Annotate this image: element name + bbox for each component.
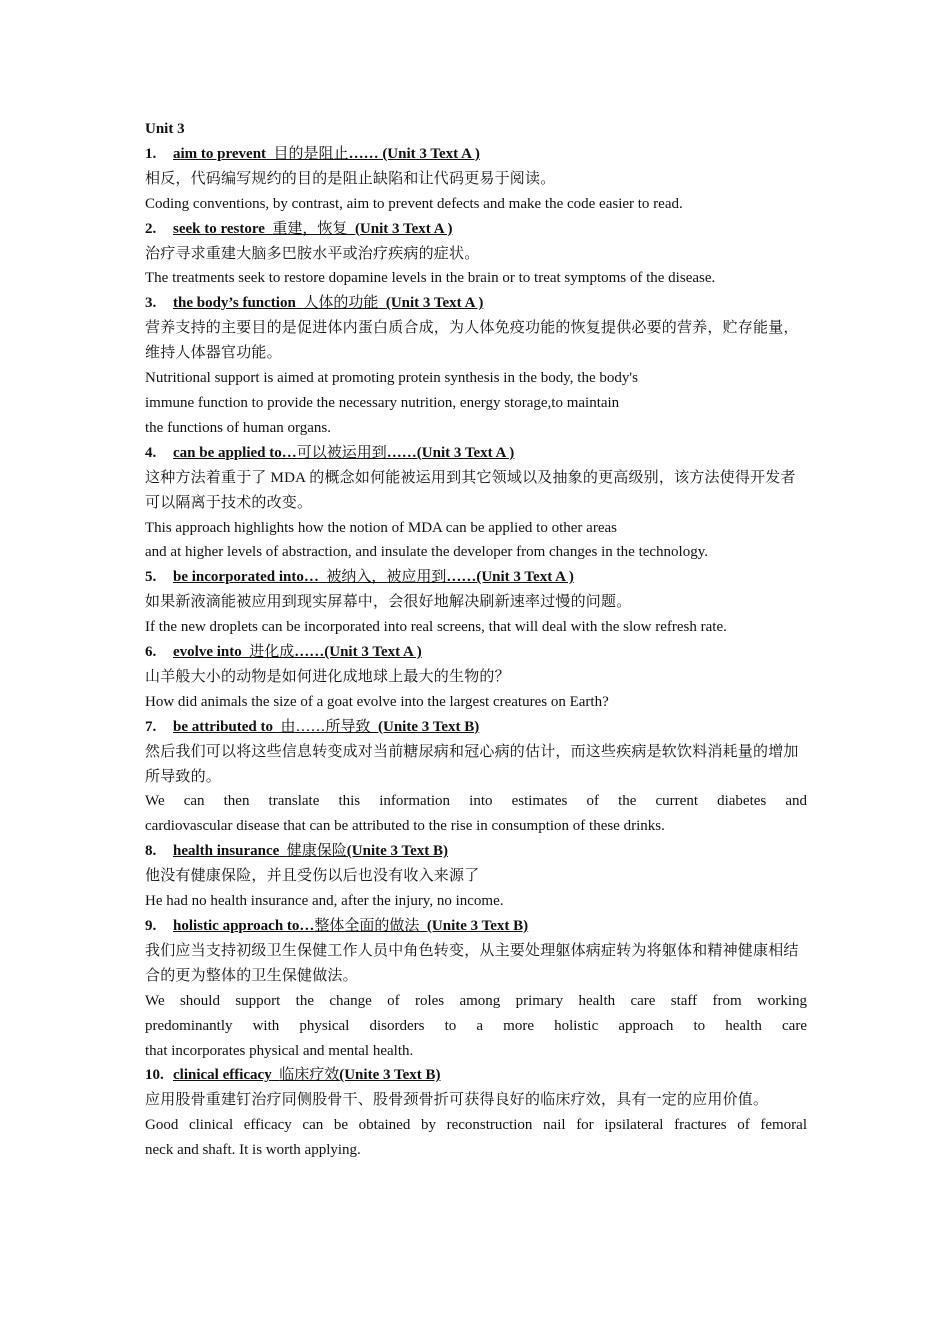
entry-title [173, 1067, 440, 1083]
english-sentence: Good clinical efficacy can be obtained by reconstruction nail for ipsilateral fractures of femoral [145, 1117, 807, 1134]
entry-heading [145, 291, 807, 316]
entry-heading [145, 715, 807, 740]
entry-title [173, 644, 422, 660]
entry-number: 5. [145, 569, 157, 586]
entry-number: 3. [145, 295, 157, 312]
chinese-sentence: 我们应当支持初级卫生保健工作人员中角色转变，从主要处理躯体病症转为将躯体和精神健康相结合的更为整体的卫生保健做法。 [145, 942, 799, 984]
english-sentence: and at higher levels of abstraction, and insulate the developer from changes in the technology. [145, 544, 709, 561]
english-sentence: We can then translate this information into estimates of the current diabetes and [145, 793, 807, 810]
entry-meaning: 被纳入，被应用到 [326, 569, 447, 586]
entry-source: ……(Unit 3 Text A ) [294, 644, 422, 661]
english-sentence: that incorporates physical and mental health. [145, 1042, 414, 1059]
entry-source: (Unite 3 Text B) [339, 1067, 441, 1084]
english-sentence: How did animals the size of a goat evolve into the largest creatures on Earth? [145, 693, 609, 710]
entry-heading [145, 142, 807, 167]
chinese-sentence: 营养支持的主要目的是促进体内蛋白质合成，为人体免疫功能的恢复提供必要的营养，贮存能量，维持人体器官功能。 [145, 320, 799, 362]
entry-term: health insurance [173, 843, 280, 860]
entry-source: …… (Unit 3 Text A ) [348, 145, 480, 162]
entry-source: ……(Unit 3 Text A ) [386, 444, 515, 461]
english-sentence: If the new droplets can be incorporated into real screens, that will deal with the slow refresh rate. [145, 619, 727, 636]
entry-meaning: 目的是阻止 [273, 145, 349, 162]
entry-meaning: 健康保险 [286, 843, 347, 860]
chinese-sentence: 如果新液滴能被应用到现实屏幕中，会很好地解决刷新速率过慢的问题。 [145, 594, 632, 611]
english-sentence: Nutritional support is aimed at promoting protein synthesis in the body, the body's [145, 370, 638, 387]
chinese-sentence: 山羊般大小的动物是如何进化成地球上最大的生物的？ [145, 668, 510, 685]
entry-title [173, 569, 574, 585]
english-sentence: cardiovascular disease that can be attributed to the rise in consumption of these drinks. [145, 818, 665, 835]
entry-heading [145, 565, 807, 590]
english-sentence: neck and shaft. It is worth applying. [145, 1142, 361, 1159]
entry-heading [145, 441, 807, 466]
chinese-sentence: 相反，代码编写规约的目的是阻止缺陷和让代码更易于阅读。 [145, 170, 556, 187]
entry-meaning: 可以被运用到 [296, 444, 387, 461]
english-sentence: The treatments seek to restore dopamine levels in the brain or to treat symptoms of the disease. [145, 270, 716, 287]
entry-source: ……(Unit 3 Text A ) [446, 569, 574, 586]
entry-term: be incorporated into… [173, 569, 319, 586]
entry-heading [145, 914, 807, 939]
english-sentence: He had no health insurance and, after the injury, no income. [145, 893, 504, 910]
entry-term: holistic approach to… [173, 918, 315, 934]
entry-source: (Unite 3 Text B) [346, 843, 449, 860]
english-sentence: Coding conventions, by contrast, aim to prevent defects and make the code easier to read. [145, 195, 683, 212]
entry-meaning: 整体全面的做法 [314, 918, 420, 934]
entry-meaning: 由……所导致 [280, 718, 371, 735]
entry-title [173, 719, 479, 735]
entry-title [173, 146, 480, 162]
english-sentence: We should support the change of roles among primary health care staff from working [145, 992, 807, 1009]
entry-heading [145, 640, 807, 665]
entry-source: (Unite 3 Text B) [378, 718, 480, 735]
entry-heading [145, 839, 807, 864]
entry-number: 4. [145, 444, 157, 461]
entry-term: aim to prevent [173, 145, 267, 162]
entry-number: 1. [145, 145, 157, 162]
entry-source: (Unit 3 Text A ) [385, 295, 484, 312]
entry-title [173, 843, 448, 859]
entry-number: 2. [145, 220, 157, 237]
entry-term: evolve into [173, 644, 242, 661]
document-body [145, 117, 807, 1163]
entry-term: the body’s function [173, 295, 296, 312]
entry-number: 8. [145, 843, 157, 860]
entry-source: (Unit 3 Text A ) [354, 220, 453, 237]
entry-title [173, 221, 452, 237]
entry-title [173, 918, 528, 934]
entry-title [173, 445, 514, 461]
entry-title [173, 295, 483, 311]
entry-number: 6. [145, 644, 157, 661]
entry-term: can be applied to… [173, 444, 297, 461]
english-sentence: the functions of human organs. [145, 419, 331, 436]
entry-term: be attributed to [173, 718, 273, 735]
chinese-sentence: 应用股骨重建钉治疗同侧股骨干、股骨颈骨折可获得良好的临床疗效，具有一定的应用价值。 [145, 1092, 769, 1109]
entry-number: 7. [145, 718, 157, 735]
english-sentence: predominantly with physical disorders to a more holistic approach to health care [145, 1017, 807, 1034]
entry-number: 9. [145, 918, 157, 934]
chinese-sentence: 他没有健康保险，并且受伤以后也没有收入来源了 [145, 868, 480, 885]
entry-meaning: 进化成 [249, 644, 295, 661]
entry-meaning: 人体的功能 [303, 295, 379, 312]
entry-term: clinical efficacy [173, 1067, 272, 1084]
chinese-sentence: 治疗寻求重建大脑多巴胺水平或治疗疾病的症状。 [145, 245, 480, 262]
entry-meaning: 重建，恢复 [272, 220, 348, 237]
entry-term: seek to restore [173, 220, 265, 237]
entry-meaning: 临床疗效 [279, 1067, 340, 1084]
english-sentence: immune function to provide the necessary nutrition, energy storage,to maintain [145, 394, 620, 411]
entry-source: (Unite 3 Text B) [426, 918, 529, 934]
entry-heading [145, 217, 807, 242]
entry-heading [145, 1063, 807, 1088]
chinese-sentence: 这种方法着重于了 MDA 的概念如何能被运用到其它领域以及抽象的更高级别，该方法使得开发者可以隔离于技术的改变。 [145, 469, 796, 511]
unit-title: Unit 3 [145, 121, 185, 137]
entry-number: 10. [145, 1067, 164, 1084]
chinese-sentence: 然后我们可以将这些信息转变成对当前糖尿病和冠心病的估计，而这些疾病是软饮料消耗量的增加所导致的。 [145, 743, 799, 785]
english-sentence: This approach highlights how the notion of MDA can be applied to other areas [145, 519, 617, 536]
